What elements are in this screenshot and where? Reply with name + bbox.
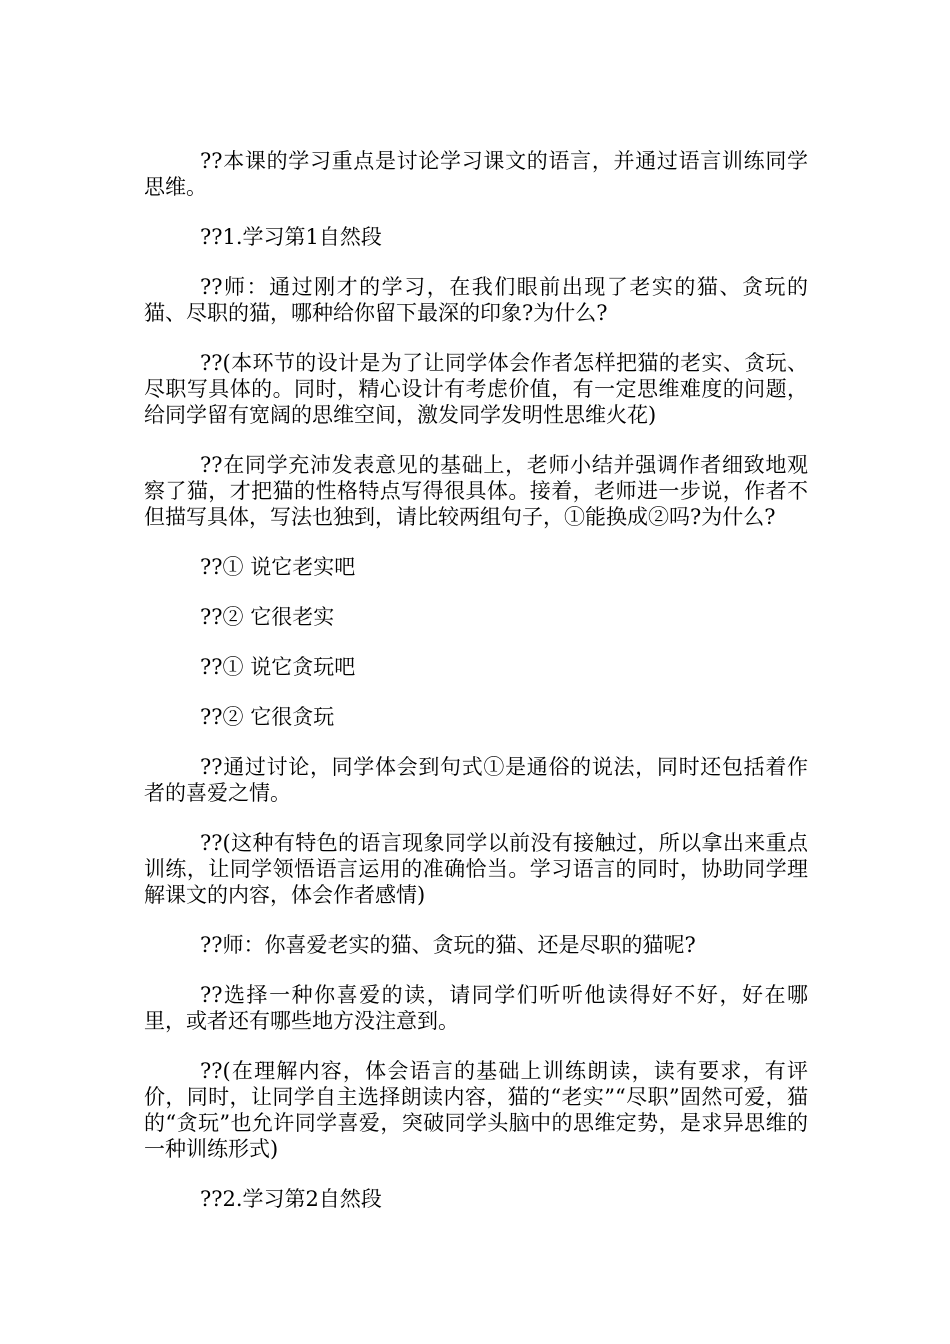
sentence-example-1b: ??② 它很老实 <box>200 605 335 629</box>
paragraph-discussion-result: ??通过讨论，同学体会到句式①是通俗的说法，同时还包括着作者的喜爱之情。 <box>144 755 808 805</box>
sentence-example-1a: ??① 说它老实吧 <box>200 555 356 579</box>
paragraph-teacher-question-2: ??师：你喜爱老实的猫、贪玩的猫、还是尽职的猫呢? <box>200 933 696 957</box>
sentence-example-2a: ??① 说它贪玩吧 <box>200 655 356 679</box>
paragraph-design-note-1: ??(本环节的设计是为了让同学体会作者怎样把猫的老实、贪玩、尽职写具体的。同时，精心设计有考虑价值，有一定思维难度的问题，给同学留有宽阔的思维空间，激发同学发明性思维火花) <box>144 351 808 427</box>
paragraph-reading-activity: ??选择一种你喜爱的读，请同学们听听他读得好不好，好在哪里，或者还有哪些地方没注意到。 <box>144 983 808 1033</box>
sentence-example-2b: ??② 它很贪玩 <box>200 705 335 729</box>
paragraph-teacher-summary: ??在同学充沛发表意见的基础上，老师小结并强调作者细致地观察了猫，才把猫的性格特点写得很具体。接着，老师进一步说，作者不但描写具体，写法也独到，请比较两组句子，①能换成②吗?为什么? <box>144 453 808 529</box>
paragraph-design-note-3: ??(在理解内容，体会语言的基础上训练朗读，读有要求，有评价，同时，让同学自主选择朗读内容，猫的“老实”“尽职”固然可爱，猫的“贪玩”也允许同学喜爱，突破同学头脑中的思维定势，是求异思维的一种训练形式) <box>144 1059 808 1161</box>
paragraph-intro: ??本课的学习重点是讨论学习课文的语言，并通过语言训练同学思维。 <box>144 149 808 199</box>
paragraph-teacher-question: ??师：通过刚才的学习，在我们眼前出现了老实的猫、贪玩的猫、尽职的猫，哪种给你留下最深的印象?为什么? <box>144 275 808 325</box>
paragraph-design-note-2: ??(这种有特色的语言现象同学以前没有接触过，所以拿出来重点训练，让同学领悟语言运用的准确恰当。学习语言的同时，协助同学理解课文的内容，体会作者感情) <box>144 831 808 907</box>
section-heading-1: ??1.学习第1自然段 <box>200 225 382 249</box>
document-page <box>144 148 808 1236</box>
section-heading-2: ??2.学习第2自然段 <box>200 1187 382 1211</box>
